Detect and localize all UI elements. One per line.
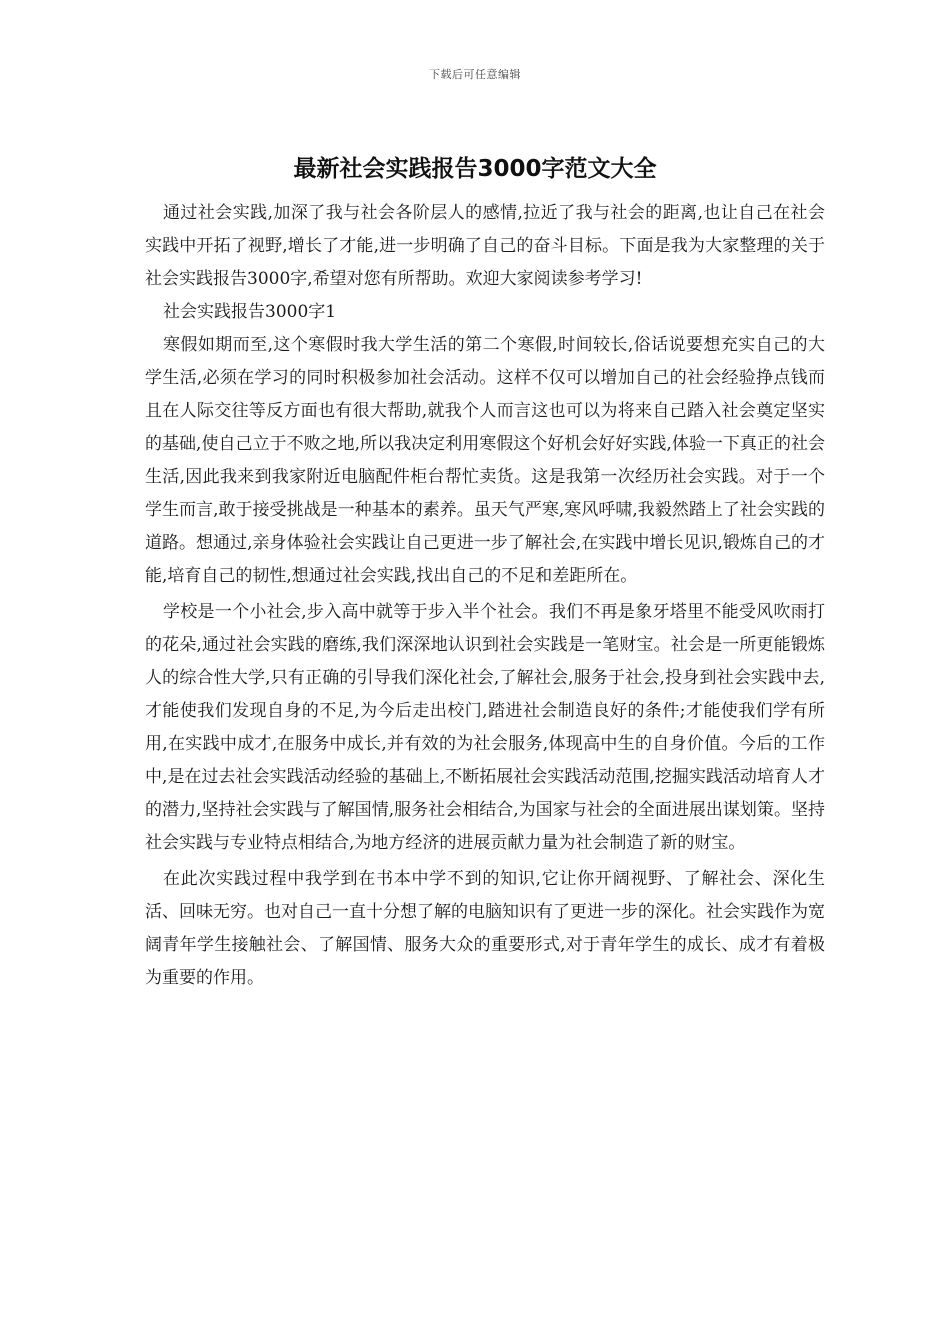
section-heading: 社会实践报告3000字1 [163,302,337,322]
body-paragraph: 寒假如期而至,这个寒假时我大学生活的第二个寒假,时间较长,俗话说要想充实自己的大学生活,必须在学习的同时积极参加社会活动。这样不仅可以增加自己的社会经验挣点钱而且在人际交往等反方面也有很大帮助,就我个人而言这也可以为将来自己踏入社会奠定坚实的基础,使自己立于不败之地,所以我决定利用寒假这个好机会好好实践,体验一下真正的社会生活,因此我来到我家附近电脑配件柜台帮忙卖货。这是我第一次经历社会实践。对于一个学生而言,敢于接受挑战是一种基本的素养。虽天气严寒,寒风呼啸,我毅然踏上了社会实践的道路。想通过,亲身体验社会实践让自己更进一步了解社会,在实践中增长见识,锻炼自己的才能,培育自己的韧性,想通过社会实践,找出自己的不足和差距所在。 [145,335,825,586]
header-note: 下载后可任意编辑 [429,68,521,81]
body-paragraph: 学校是一个小社会,步入高中就等于步入半个社会。我们不再是象牙塔里不能受风吹雨打的花朵,通过社会实践的磨练,我们深深地认识到社会实践是一笔财宝。社会是一所更能锻炼人的综合性大学,只有正确的引导我们深化社会,了解社会,服务于社会,投身到社会实践中去,才能使我们发现自身的不足,为今后走出校门,踏进社会制造良好的条件;才能使我们学有所用,在实践中成才,在服务中成长,并有效的为社会服务,体现高中生的自身价值。今后的工作中,是在过去社会实践活动经验的基础上,不断拓展社会实践活动范围,挖掘实践活动培育人才的潜力,坚持社会实践与了解国情,服务社会相结合,为国家与社会的全面进展出谋划策。坚持社会实践与专业特点相结合,为地方经济的进展贡献力量为社会制造了新的财宝。 [145,602,825,853]
document-body [145,197,825,995]
document-title: 最新社会实践报告3000字范文大全 [293,156,657,182]
body-paragraph: 在此次实践过程中我学到在书本中学不到的知识,它让你开阔视野、了解社会、深化生活、回味无穷。也对自己一直十分想了解的电脑知识有了更进一步的深化。社会实践作为宽阔青年学生接触社会、了解国情、服务大众的重要形式,对于青年学生的成长、成才有着极为重要的作用。 [145,869,825,988]
intro-paragraph: 通过社会实践,加深了我与社会各阶层人的感情,拉近了我与社会的距离,也让自己在社会实践中开拓了视野,增长了才能,进一步明确了自己的奋斗目标。下面是我为大家整理的关于社会实践报告3000字,希望对您有所帮助。欢迎大家阅读参考学习! [145,203,825,289]
